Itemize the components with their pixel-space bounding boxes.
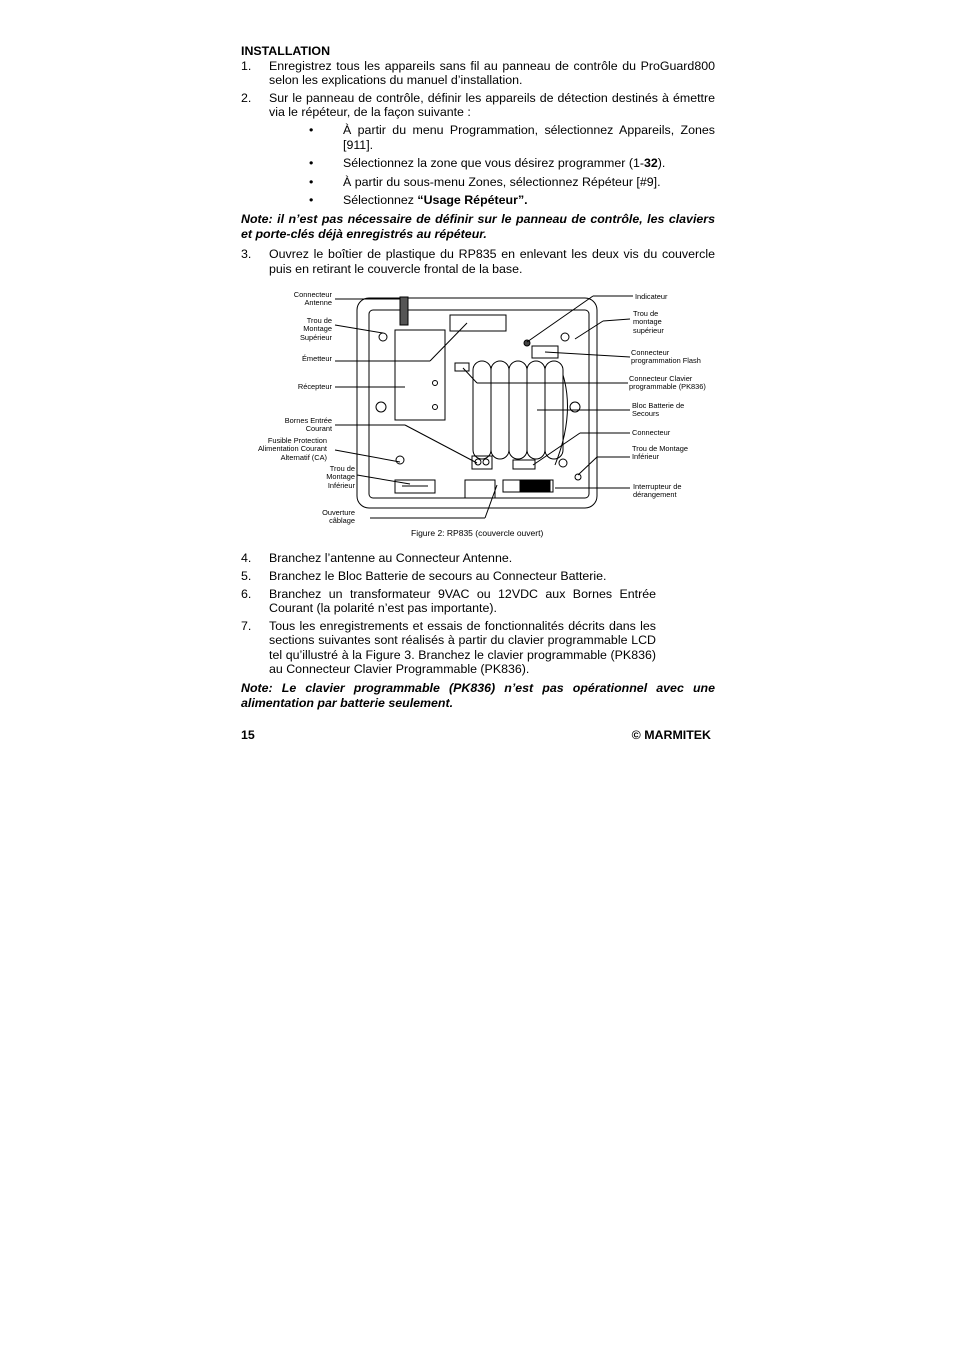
bullet-icon: • <box>309 156 314 171</box>
label-flash-connector: Connecteur programmation Flash <box>631 348 701 366</box>
step-4 <box>241 551 656 566</box>
label-battery-pack: Bloc Batterie de Secours <box>632 401 685 419</box>
battery-cell <box>509 361 527 459</box>
leader-line <box>335 325 383 333</box>
label-upper-mount-hole-right: Trou de montage supérieur <box>633 309 664 335</box>
step-text: Tous les enregistrements et essais de fonctionnalités décrits dans les sections suivantes sont réalisés à partir du clavier programmable LCD tel qu’illustré à la Figure 3. Branchez le clavier programmable (PK836) au Connecteur Clavier Programmable (PK836). <box>269 618 656 677</box>
step-number: 4. <box>241 551 252 566</box>
housing-outline <box>357 298 597 508</box>
battery-connector <box>513 460 535 469</box>
leader-line <box>485 485 497 518</box>
leader-line <box>335 450 400 462</box>
component-dot <box>433 405 438 410</box>
bullet-icon: • <box>309 193 314 208</box>
keypad-connector <box>455 363 469 371</box>
label-antenna-connector: Connecteur Antenne <box>293 290 332 308</box>
step-7 <box>241 619 656 677</box>
leader-line <box>405 425 477 463</box>
step-text: Branchez un transformateur 9VAC ou 12VDC aux Bornes Entrée Courant (la polarité n’est pas importante). <box>269 586 656 616</box>
page-footer <box>241 728 711 742</box>
label-connector: Connecteur <box>632 428 671 437</box>
step-2 <box>241 91 715 120</box>
mount-hole-bottom-right <box>559 459 567 467</box>
step-number: 1. <box>241 58 252 73</box>
label-transmitter: Émetteur <box>302 354 332 363</box>
label-ac-fuse: Fusible Protection Alimentation Courant Alternatif (CA) <box>257 436 327 462</box>
step-5 <box>241 569 656 584</box>
note-1: Note: il n’est pas nécessaire de définir sur le panneau de contrôle, les claviers et porte-clés déjà enregistrés au répéteur. <box>241 211 715 241</box>
leader-line <box>463 368 477 383</box>
step-1 <box>241 59 715 88</box>
terminal-screw <box>483 459 489 465</box>
leader-line <box>578 457 597 475</box>
step-text: Branchez l’antenne au Connecteur Antenne. <box>269 551 513 566</box>
label-keypad-connector: Connecteur Clavier programmable (PK836) <box>629 374 706 392</box>
bullet-bold: 32 <box>643 156 658 171</box>
bullet-icon: • <box>309 174 314 189</box>
footer-brand: © MARMITEK <box>631 728 711 742</box>
cable-opening-slot <box>465 480 495 498</box>
label-receiver: Récepteur <box>297 382 332 391</box>
step-number: 5. <box>241 568 252 583</box>
bullet-item <box>241 175 715 190</box>
battery-wire <box>555 375 568 465</box>
label-tamper-switch: Interrupteur de dérangement <box>633 482 682 500</box>
leader-line <box>527 296 593 342</box>
antenna-connector <box>400 297 408 325</box>
bullet-item <box>241 193 715 208</box>
note-2: Note: Le clavier programmable (PK836) n’est pas opérationnel avec une alimentation par batterie seulement. <box>241 681 715 710</box>
bullet-text: À partir du menu Programmation, sélectionnez Appareils, Zones [911]. <box>343 122 715 152</box>
bullet-icon: • <box>309 122 314 137</box>
label-lower-mount-hole: Trou de Montage Inférieur <box>326 464 355 490</box>
step-number: 3. <box>241 247 252 262</box>
step-text: Branchez le Bloc Batterie de secours au Connecteur Batterie. <box>269 568 607 583</box>
label-upper-mount-hole: Trou de Montage Supérieur <box>299 316 332 342</box>
mount-hole-mid-left <box>376 402 386 412</box>
bullet-text: ). <box>657 156 666 171</box>
figure-rp835 <box>245 285 720 543</box>
step-6 <box>241 587 656 616</box>
page-number: 15 <box>241 728 255 742</box>
circuit-board <box>369 310 589 498</box>
section-heading: INSTALLATION <box>241 44 331 58</box>
tamper-switch-fill <box>520 480 550 492</box>
bullet-item <box>241 123 715 152</box>
battery-cell <box>491 361 509 459</box>
step-number: 2. <box>241 90 252 105</box>
figure-caption: Figure 2: RP835 (couvercle ouvert) <box>411 528 544 538</box>
mount-hole-top-left <box>379 333 387 341</box>
step-text: Sur le panneau de contrôle, définir les appareils de détection destinés à émettre via le répéteur, de la façon suivante : <box>269 90 715 120</box>
step-text: Enregistrez tous les appareils sans fil au panneau de contrôle du ProGuard800 selon les explications du manuel d’installation. <box>269 58 715 88</box>
bullet-item <box>241 156 715 171</box>
bullet-bold: “Usage Répéteur”. <box>417 193 528 208</box>
bullet-list <box>241 123 715 208</box>
label-power-terminals: Bornes Entrée Courant <box>284 416 332 434</box>
bullet-text: À partir du sous-menu Zones, sélectionnez Répéteur [#9]. <box>343 174 661 189</box>
leader-line <box>430 323 467 361</box>
mount-hole-bottom-left <box>396 456 404 464</box>
label-lower-mount-hole-right: Trou de Montage Inférieur <box>632 444 689 462</box>
step-number: 7. <box>241 618 252 633</box>
bullet-text: Sélectionnez <box>343 193 418 208</box>
label-indicator: Indicateur <box>635 292 668 301</box>
mount-hole-top-right <box>561 333 569 341</box>
step-3 <box>241 247 715 276</box>
component-dot <box>433 381 438 386</box>
step-text: Ouvrez le boîtier de plastique du RP835 en enlevant les deux vis du couvercle puis en retirant le couvercle frontal de la base. <box>269 247 715 276</box>
battery-cell <box>473 361 491 459</box>
label-cable-opening: Ouverture câblage <box>322 508 355 526</box>
bullet-text: Sélectionnez la zone que vous désirez programmer (1- <box>343 156 644 171</box>
transmitter-module <box>450 315 506 331</box>
leader-line <box>603 319 630 321</box>
step-number: 6. <box>241 586 252 601</box>
